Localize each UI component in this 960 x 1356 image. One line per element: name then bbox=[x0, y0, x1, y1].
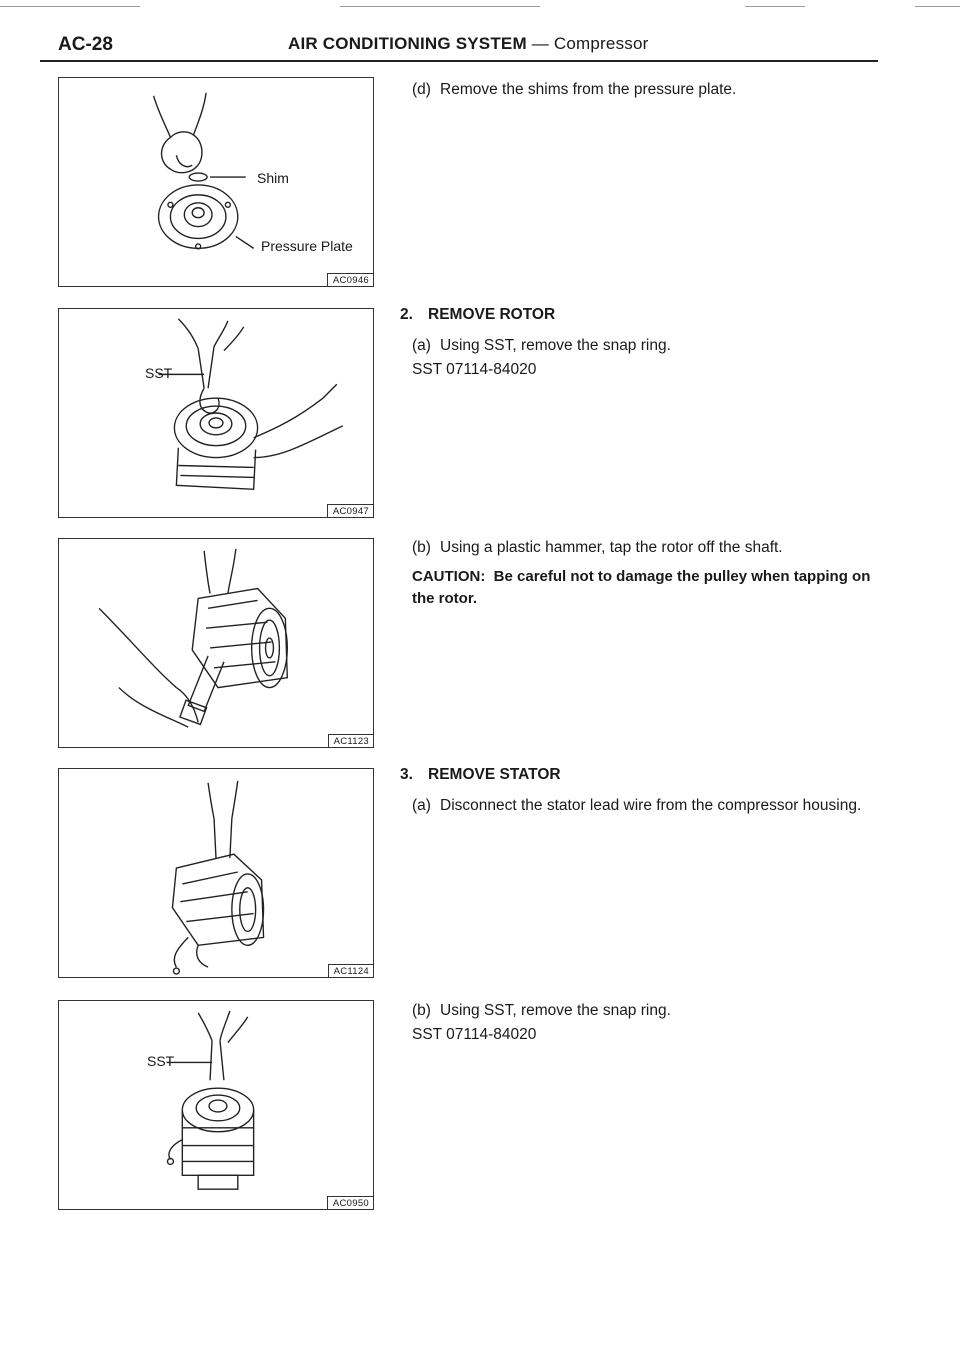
callout-pressure-plate: Pressure Plate bbox=[261, 238, 353, 254]
heading-remove-stator: REMOVE STATOR bbox=[428, 766, 561, 783]
step-label: (d) bbox=[412, 81, 431, 98]
figure-code: AC0946 bbox=[327, 273, 374, 287]
shim-illustration bbox=[59, 78, 373, 286]
heading-remove-rotor: REMOVE ROTOR bbox=[428, 306, 556, 323]
stator-lead-wire-illustration bbox=[59, 769, 373, 977]
figure-stator-lead-wire bbox=[58, 768, 374, 978]
figure-shim-pressure-plate bbox=[58, 77, 374, 287]
section-subtitle: — Compressor bbox=[531, 34, 649, 53]
step-rotor-a bbox=[412, 334, 671, 357]
figure-code: AC0947 bbox=[327, 504, 374, 518]
step-text: Using a plastic hammer, tap the rotor off the shaft. bbox=[440, 539, 783, 556]
figure-code: AC1123 bbox=[328, 734, 374, 748]
step-text: Using SST, remove the snap ring. bbox=[440, 1002, 671, 1019]
step-number-remove-stator: 3. bbox=[400, 766, 413, 783]
rotor-snap-ring-illustration bbox=[59, 309, 373, 517]
figure-code: AC0950 bbox=[327, 1196, 374, 1210]
caution-note bbox=[412, 566, 882, 610]
figure-rotor-snap-ring bbox=[58, 308, 374, 518]
step-stator-a bbox=[412, 794, 882, 817]
section-title bbox=[288, 34, 648, 54]
step-label: (a) bbox=[412, 337, 431, 354]
step-number-remove-rotor: 2. bbox=[400, 306, 413, 323]
step-label: (b) bbox=[412, 1002, 431, 1019]
step-rotor-b bbox=[412, 536, 783, 559]
step-remove-shims bbox=[412, 78, 736, 101]
step-text: Using SST, remove the snap ring. bbox=[440, 337, 671, 354]
caution-label: CAUTION: bbox=[412, 568, 486, 585]
figure-rotor-hammer bbox=[58, 538, 374, 748]
figure-code: AC1124 bbox=[328, 964, 374, 978]
callout-shim: Shim bbox=[257, 170, 289, 186]
figure-stator-snap-ring bbox=[58, 1000, 374, 1210]
step-stator-b bbox=[412, 999, 671, 1022]
scan-artifact-lines bbox=[0, 6, 960, 8]
caution-text: Be careful not to damage the pulley when tapping on the rotor. bbox=[412, 568, 871, 607]
callout-sst: SST bbox=[147, 1053, 175, 1069]
page-header bbox=[40, 30, 878, 64]
sst-number: SST 07114-84020 bbox=[412, 361, 537, 378]
callout-sst: SST bbox=[145, 365, 173, 381]
page-number: AC-28 bbox=[58, 34, 113, 55]
step-text: Remove the shims from the pressure plate. bbox=[440, 81, 737, 98]
rotor-hammer-illustration bbox=[59, 539, 373, 747]
step-label: (a) bbox=[412, 797, 431, 814]
section-title-main: AIR CONDITIONING SYSTEM bbox=[288, 34, 527, 53]
stator-snap-ring-illustration bbox=[59, 1001, 373, 1209]
step-text: Disconnect the stator lead wire from the compressor housing. bbox=[440, 797, 862, 814]
step-label: (b) bbox=[412, 539, 431, 556]
sst-number: SST 07114-84020 bbox=[412, 1026, 537, 1043]
header-rule bbox=[40, 60, 878, 62]
